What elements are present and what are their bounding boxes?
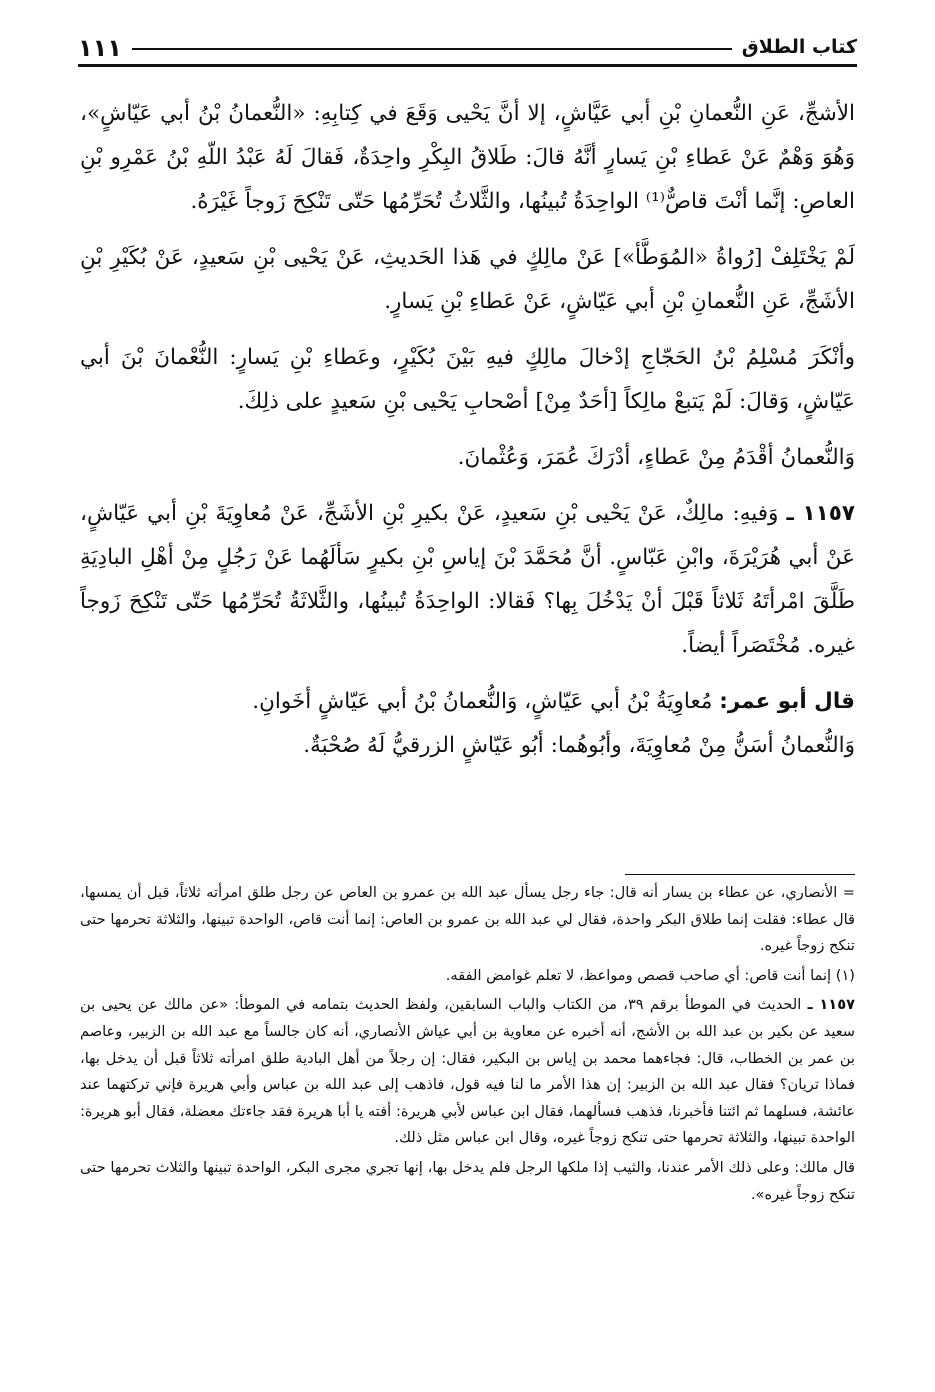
hadith-text: وَفيهِ: مالِكٌ، عَنْ يَحْيى بْنِ سَعيدٍ، عَنْ بكيرِ بْنِ الأشَجِّ، عَنْ مُعاوِيَةَ بْنِ أبي عَيّاشٍ، عَنْ أبي هُرَيْرَةَ، وابْنِ عَبّاسٍ. أنَّ مُحَمَّدَ بْنَ إياسِ بْنِ بكيرٍ سَألَهُما عَنْ رَجُلٍ مِنْ أهْلِ البادِيَةِ طَلَّقَ امْرأتَهُ ثَلاثاً قَبْلَ أنْ يَدْخُلَ بِها؟ فَقالا: الواحِدَةُ تُبينُها، والثَّلاثَةُ تُحَرِّمُها حَتّى تَنْكِحَ زَوجاً غيره. مُخْتَصَراً أيضاً.	[80, 501, 855, 658]
footnote-hadith	[80, 992, 855, 1152]
paragraph: الأشجِّ، عَنِ النُّعمانِ بْنِ أبي عَيَّاشٍ، إلا أنَّ يَحْيى وَقَعَ في كِتابِهِ: «النُّعمانُ بْنُ أبي عَيّاشٍ»، وَهُوَ وَهْمٌ عَنْ عَطاءِ بْنِ يَسارٍ أنَّهُ قالَ: طَلاقُ البِكْرِ واحِدَةٌ، فَقالَ لَهُ عَبْدُ اللّهِ بْنُ عَمْرِو بْنِ العاصِ: إنَّما أنْتَ قاصٌّ⁽¹⁾ الواحِدَةُ تُبينُها، والثَّلاثُ تُحَرِّمُها حَتّى تَنْكِحَ زَوجاً غَيْرَهُ.	[80, 101, 855, 214]
page-header	[78, 22, 857, 64]
footnote-continuation: = الأنصاري، عن عطاء بن يسار أنه قال: جاء رجل يسأل عبد الله بن عمرو بن العاص عن رجل طلق امرأته ثلاثاً، قبل أن يمسها، قال عطاء: فقلت إنما طلاق البكر واحدة، فقال لي عبد الله بن عمرو بن العاص: إنما أنت قاص، الواحدة تبينها، والثلاثة تحرمها حتى تنكح زوجاً غيره.	[80, 884, 855, 955]
footnote-1: (١) إنما أنت قاص: أي صاحب قصص ومواعظ، لا تعلم غوامض الفقه.	[445, 966, 855, 984]
footnote-separator	[625, 874, 855, 875]
chapter-title: كتاب الطلاق	[741, 36, 857, 58]
footnote-hadith-number: ١١٥٧ ـ	[807, 996, 856, 1014]
page-number: ١١١	[78, 34, 122, 62]
footnotes	[80, 880, 855, 1211]
main-text	[80, 92, 855, 780]
hadith-number: ١١٥٧ ـ	[786, 501, 855, 526]
paragraph: وَالنُّعمانُ أسَنُّ مِنْ مُعاوِيَةَ، وأبُوهُما: أبُو عَيّاشٍ الزرقيُّ لَهُ صُحْبَةٌ.	[303, 733, 855, 758]
commentary-text: مُعاوِيَةُ بْنُ أبي عَيّاشٍ، وَالنُّعمانُ بْنُ أبي عَيّاشٍ أخَوانِ.	[252, 689, 713, 714]
header-rule	[78, 64, 857, 67]
footnote-malik: قال مالك: وعلى ذلك الأمر عندنا، والثيب إذا ملكها الرجل فلم يدخل بها، إنها تجري مجرى البكر، الواحدة تبينها والثلاث تحرمها حتى تنكح زوجاً غيره».	[80, 1158, 855, 1203]
hadith-paragraph	[80, 492, 855, 668]
commentary-paragraph	[80, 680, 855, 724]
paragraph: لَمْ يَخْتَلِفْ [رُواةُ «المُوَطَّأ»] عَنْ مالِكٍ في هَذا الحَديثِ، عَنْ يَحْيى بْنِ سَعيدٍ، عَنْ بُكَيْرِ بْنِ الأشَجِّ، عَنِ النُّعمانِ بْنِ أبي عَيّاشٍ، عَنْ عَطاءِ بْنِ يَسارٍ.	[80, 245, 855, 314]
footnote-hadith-text: الحديث في الموطأ برقم ٣٩، من الكتاب والباب السابقين، ولفظ الحديث بتمامه في الموطأ: «عن مالك عن يحيى بن سعيد عن بكير بن عبد الله بن الأشج، أنه أخبره عن معاوية بن أبي عياش الأنصاري، أنه كان جالساً مع عبد الله بن الزبير، وعاصم بن عمر بن الخطاب، قال: فجاءهما محمد بن إياس بن البكير، فقال: إن رجلاً من أهل البادية طلق امرأته ثلاثاً قبل أن يدخل بها، فماذا تريان؟ فقال عبد الله بن الزبير: إن هذا الأمر ما لنا فيه قول، فاذهب إلى عبد الله بن عباس وأبي هريرة فإني تركتهما عند عائشة، فسلهما ثم ائتنا فأخبرنا، فذهب فسألهما، فقال ابن عباس لأبي هريرة: أفته يا أبا هريرة فقد جاءتك معضلة، فقال أبو هريرة: الواحدة تبينها، والثلاثة تحرمها حتى تنكح زوجاً غيره، وقال ابن عباس مثل ذلك.	[80, 996, 855, 1147]
commentary-label: قال أبو عمر:	[719, 689, 855, 714]
header-divider	[132, 48, 732, 50]
paragraph: وأنْكَرَ مُسْلِمُ بْنُ الحَجّاجِ إدْخالَ مالِكٍ فيهِ بَيْنَ بُكَيْرٍ، وعَطاءِ بْنِ يَسارٍ: النُّعْمانَ بْنَ أبي عَيّاشٍ، وَقالَ: لَمْ يَتبعْ مالِكاً [أحَدٌ مِنْ] أصْحابِ يَحْيى بْنِ سَعيدٍ على ذلِكَ.	[80, 345, 855, 414]
paragraph: وَالنُّعمانُ أقْدَمُ مِنْ عَطاءٍ، أدْرَكَ عُمَرَ، وَعُثْمانَ.	[457, 445, 855, 470]
